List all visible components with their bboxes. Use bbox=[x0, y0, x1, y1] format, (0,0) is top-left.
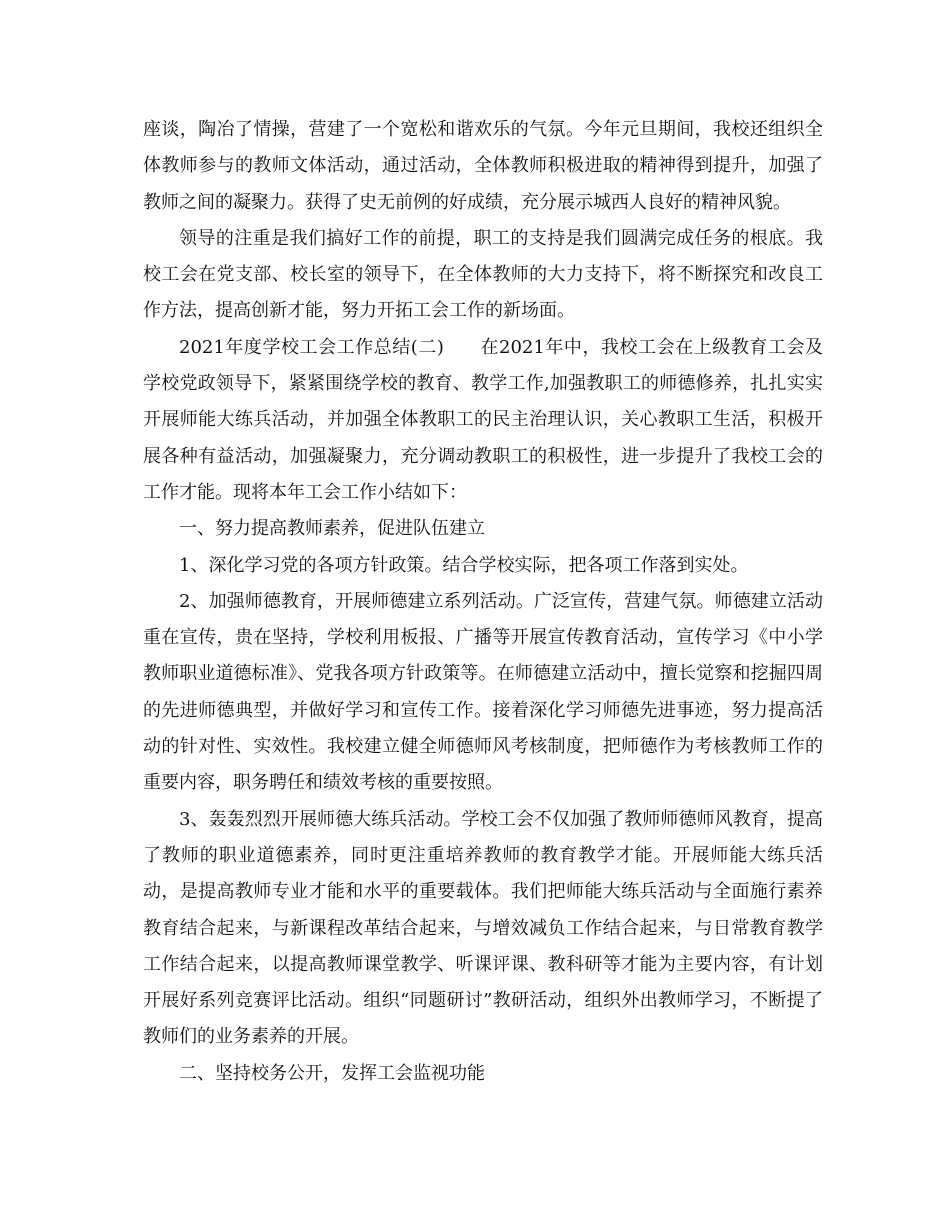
document-body bbox=[143, 112, 823, 1092]
paragraph-leadership: 领导的注重是我们搞好工作的前提，职工的支持是我们圆满完成任务的根底。我校工会在党支部、校长室的领导下，在全体教师的大力支持下，将不断探究和改良工作方法，提高创新才能，努力开拓工会工作的新场面。 bbox=[143, 227, 823, 322]
paragraph-section-intro bbox=[143, 330, 823, 511]
paragraph-item-1: 1、深化学习党的各项方针政策。结合学校实际，把各项工作落到实处。 bbox=[179, 554, 749, 576]
section-heading: 2021年度学校工会工作总结(二) bbox=[179, 336, 444, 358]
section-intro-text: 在2021年中，我校工会在上级教育工会及学校党政领导下，紧紧围绕学校的教育、教学工作,加强教职工的师德修养，扎扎实实开展师能大练兵活动，并加强全体教职工的民主治理认识，关心教职工生活，积极开展各种有益活动，加强凝聚力，充分调动教职工的积极性，进一步提升了我校工会的工作才能。现将本年工会工作小结如下： bbox=[143, 336, 823, 503]
paragraph-continuation: 座谈，陶冶了情操，营建了一个宽松和谐欢乐的气氛。今年元旦期间，我校还组织全体教师参与的教师文体活动，通过活动，全体教师积极进取的精神得到提升，加强了教师之间的凝聚力。获得了史无前例的好成绩，充分展示城西人良好的精神风貌。 bbox=[143, 119, 823, 213]
heading-part-one: 一、努力提高教师素养，促进队伍建立 bbox=[179, 518, 485, 540]
heading-part-two: 二、坚持校务公开，发挥工会监视功能 bbox=[179, 1062, 485, 1084]
paragraph-item-3: 3、轰轰烈烈开展师德大练兵活动。学校工会不仅加强了教师师德师风教育，提高了教师的职业道德素养，同时更注重培养教师的教育教学才能。开展师能大练兵活动，是提高教师专业才能和水平的重要载体。我们把师能大练兵活动与全面施行素养教育结合起来，与新课程改革结合起来，与增效减负工作结合起来，与日常教育教学工作结合起来，以提高教师课堂教学、听课评课、教科研等才能为主要内容，有计划开展好系列竞赛评比活动。组织“同题研讨”教研活动，组织外出教师学习，不断提了教师们的业务素养的开展。 bbox=[143, 808, 823, 1048]
paragraph-item-2: 2、加强师德教育，开展师德建立系列活动。广泛宣传，营建气氛。师德建立活动重在宣传，贵在坚持，学校利用板报、广播等开展宣传教育活动，宣传学习《中小学教师职业道德标准》、党我各项方针政策等。在师德建立活动中，擅长觉察和挖掘四周的先进师德典型，并做好学习和宣传工作。接着深化学习师德先进事迹，努力提高活动的针对性、实效性。我校建立健全师德师风考核制度，把师德作为考核教师工作的重要内容，职务聘任和绩效考核的重要按照。 bbox=[143, 590, 823, 794]
